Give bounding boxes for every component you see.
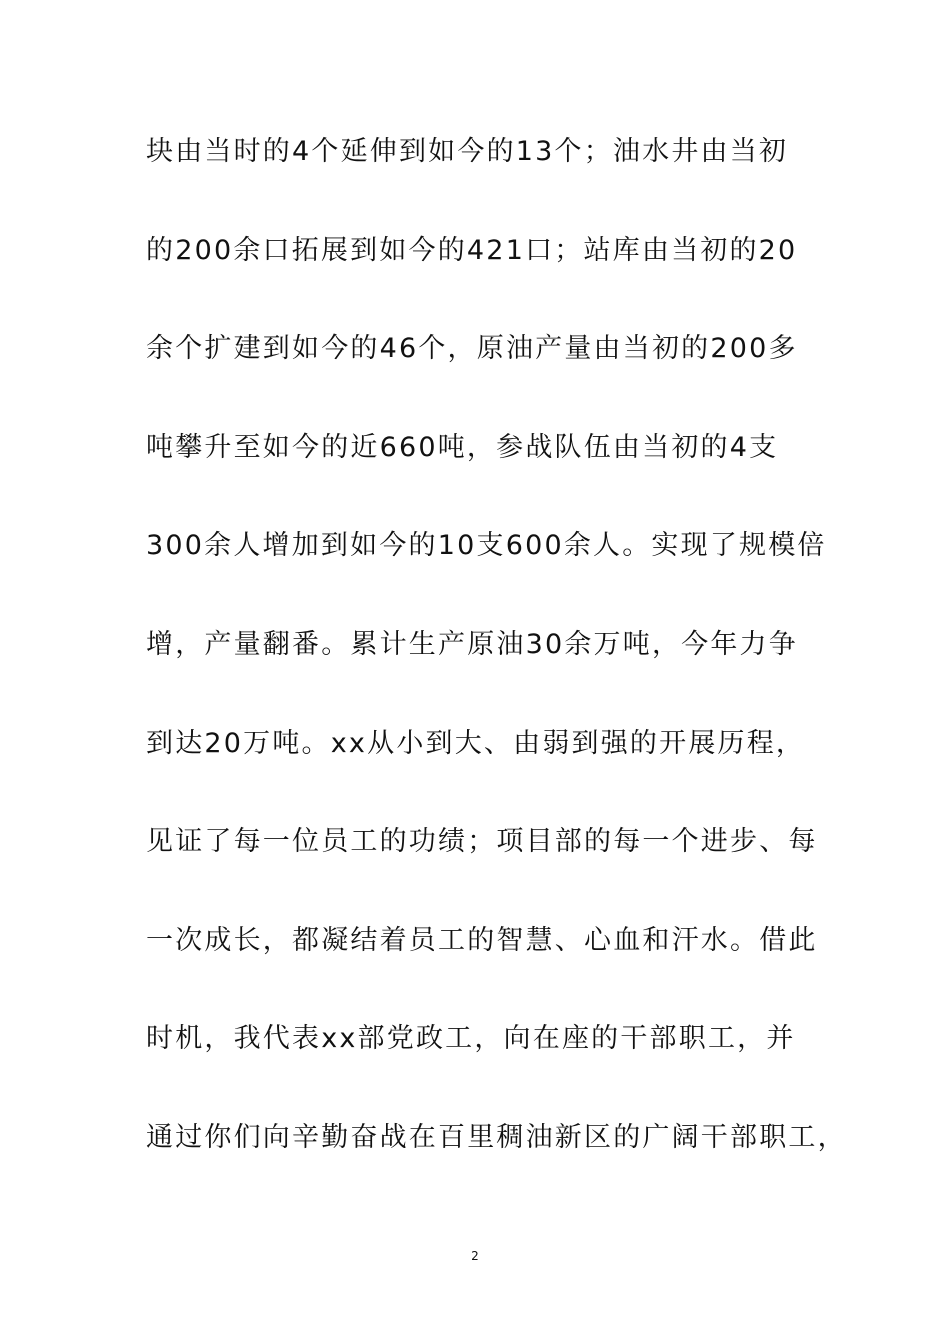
- text-line: 余个扩建到如今的46个，原油产量由当初的200多: [146, 333, 798, 365]
- body-text: [146, 126, 847, 1211]
- text-line: 见证了每一位员工的功绩；项目部的每一个进步、每: [146, 826, 818, 858]
- text-line: 一次成长，都凝结着员工的智慧、心血和汗水。借此: [146, 924, 818, 956]
- text-line: 的200余口拓展到如今的421口；站库由当初的20: [146, 234, 798, 266]
- text-line: 通过你们向辛勤奋战在百里稠油新区的广阔干部职工，: [146, 1121, 847, 1153]
- text-line: 时机，我代表xx部党政工，向在座的干部职工，并: [146, 1023, 796, 1055]
- text-line: 增，产量翻番。累计生产原油30余万吨，今年力争: [146, 628, 798, 660]
- text-line: 块由当时的4个延伸到如今的13个；油水井由当初: [146, 136, 789, 167]
- page-number: 2: [471, 1249, 479, 1263]
- text-line: 300余人增加到如今的10支600余人。实现了规模倍: [146, 530, 827, 562]
- text-line: 到达20万吨。xx从小到大、由弱到强的开展历程，: [146, 727, 806, 759]
- text-line: 吨攀升至如今的近660吨，参战队伍由当初的4支: [146, 431, 779, 463]
